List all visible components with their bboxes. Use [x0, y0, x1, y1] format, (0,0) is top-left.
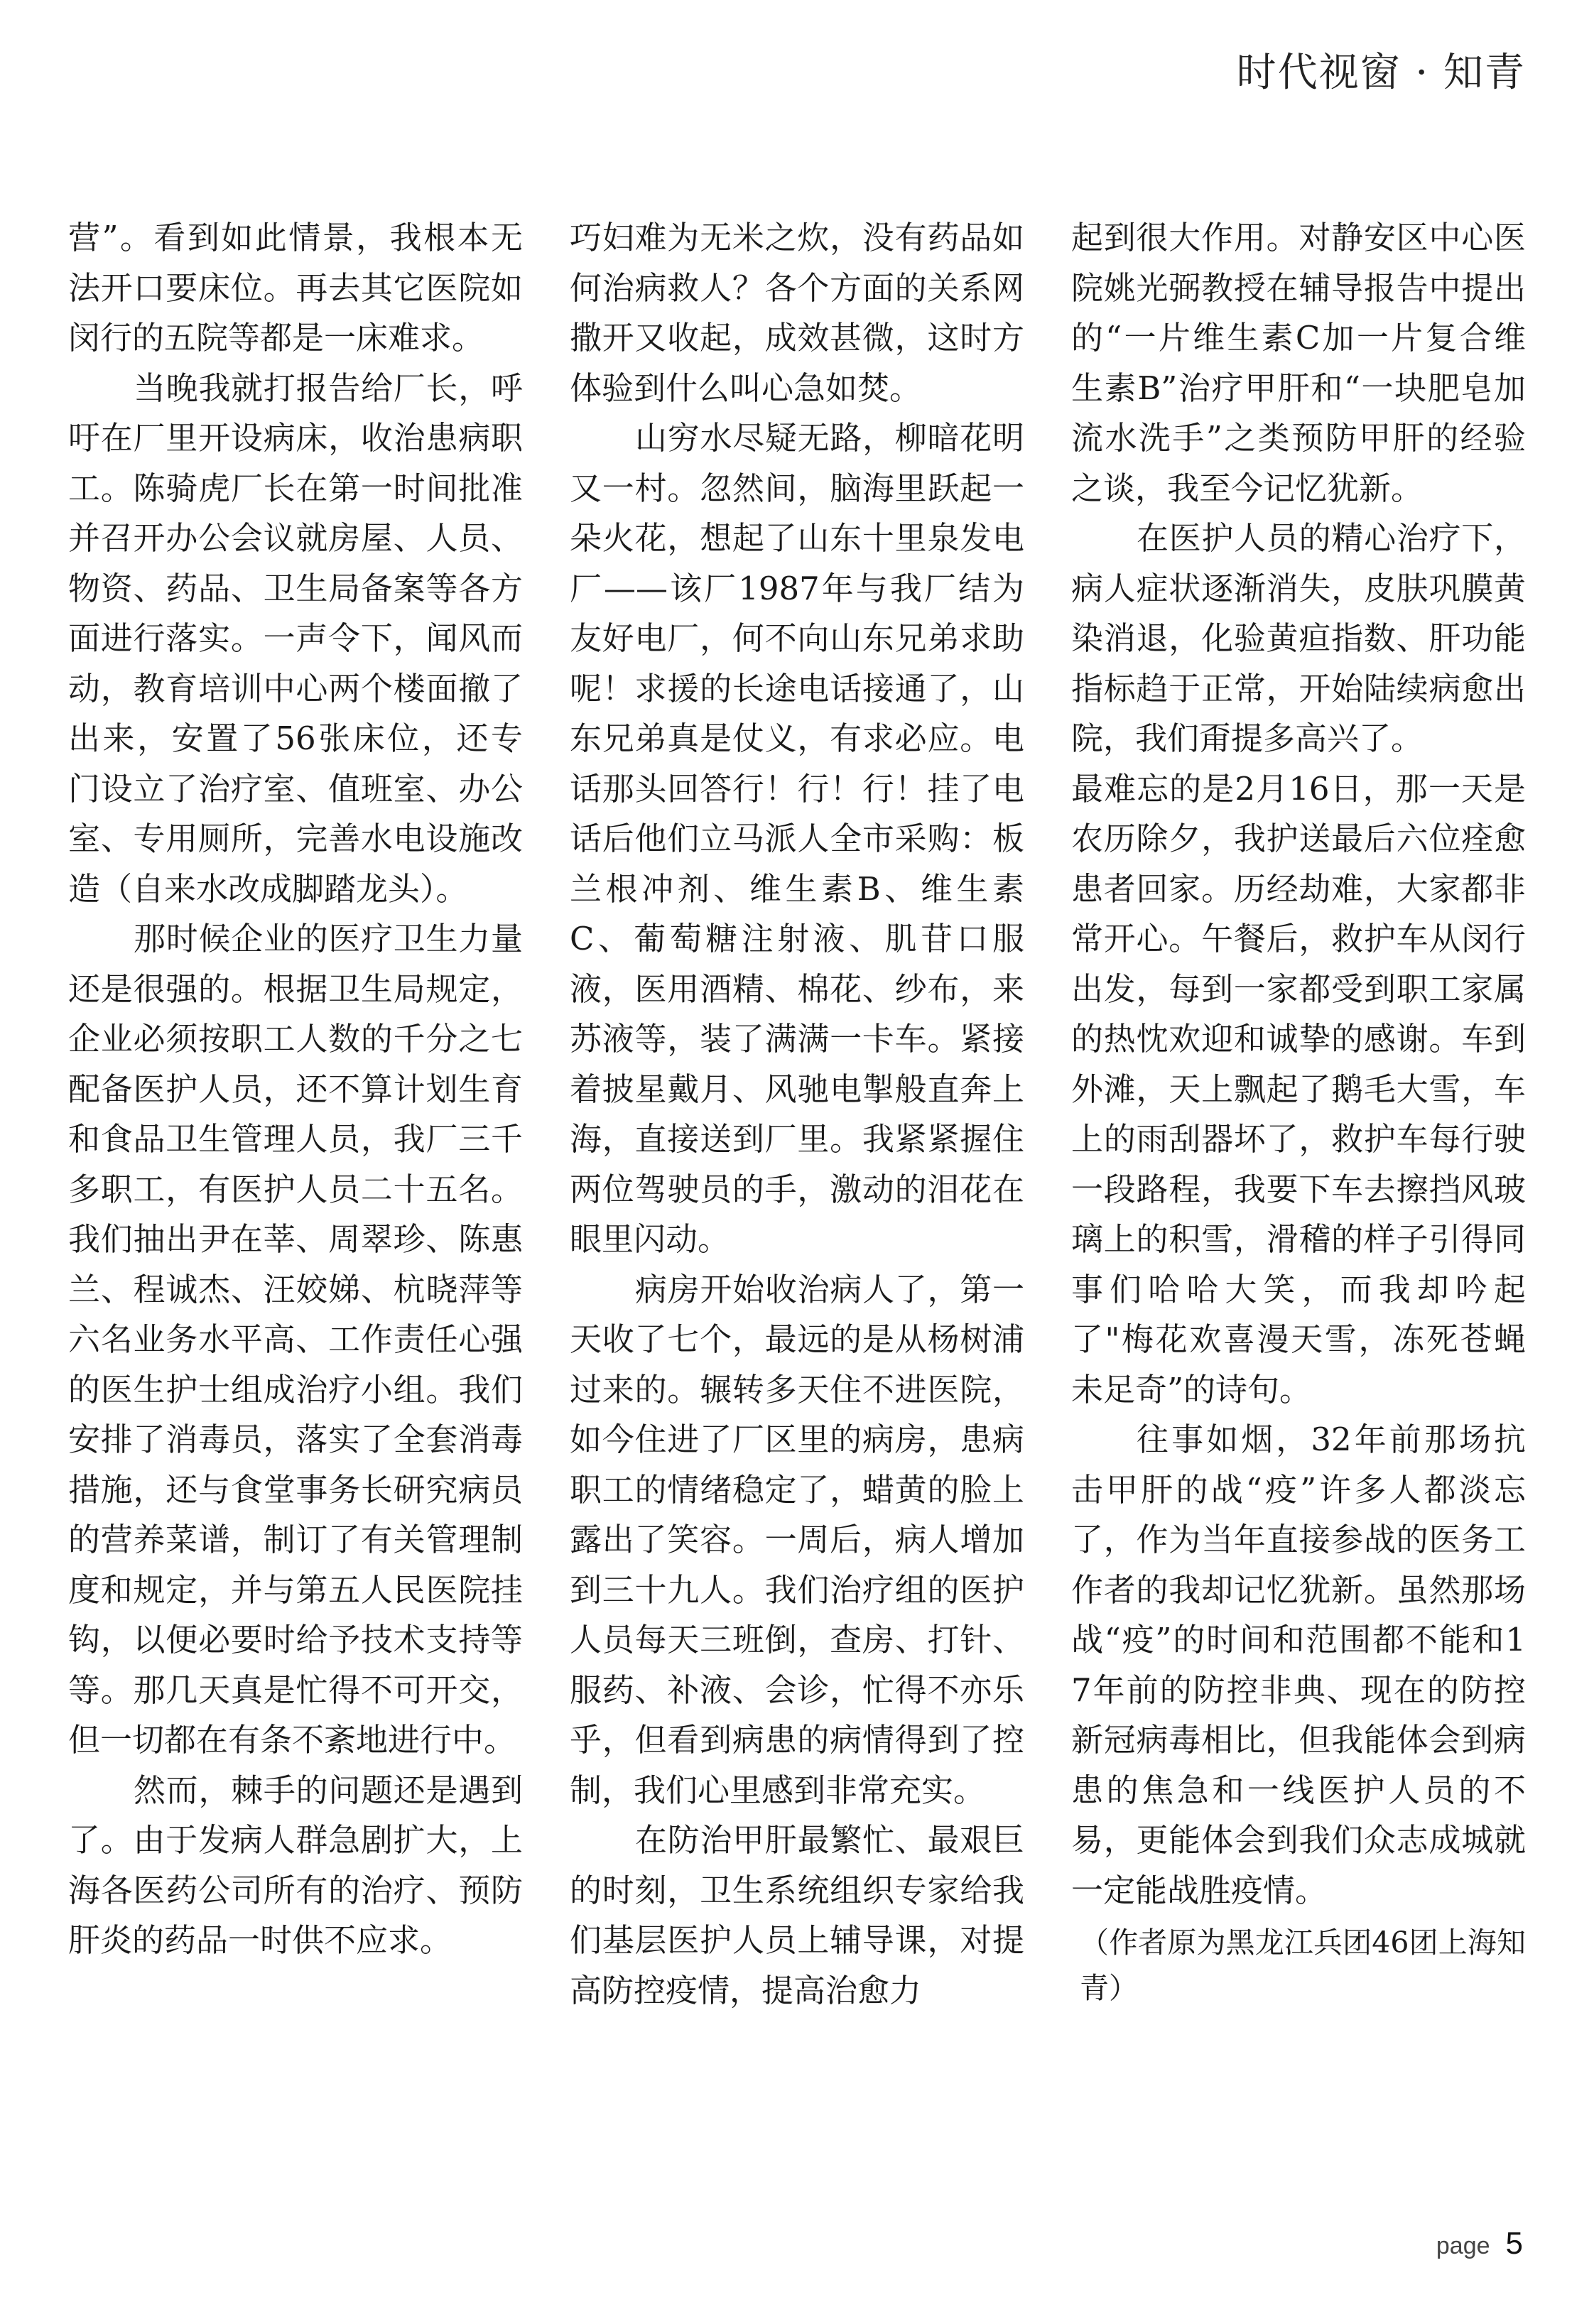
paragraph: 巧妇难为无米之炊，没有药品如何治病救人？各个方面的关系网撒开又收起，成效甚微，这时方体验到什么叫心急如焚。: [570, 219, 1024, 407]
page-label: page: [1436, 2232, 1490, 2259]
paragraph: 在防治甲肝最繁忙、最艰巨的时刻，卫生系统组织专家给我们基层医护人员上辅导课，对提高防控疫情，提高治愈力: [570, 1821, 1024, 2009]
article-body: [68, 213, 1526, 2117]
paragraph: 往事如烟，32年前那场抗击甲肝的战“疫”许多人都淡忘了，作为当年直接参战的医务工作者的我却记忆犹新。虽然那场战“疫”的时间和范围都不能和17年前的防控非典、现在的防控新冠病毒相比，但我能体会到病患的焦急和一线医护人员的不易，更能体会到我们众志成城就一定能战胜疫情。: [1071, 1421, 1526, 1909]
paragraph: 最难忘的是2月16日，那一天是农历除夕，我护送最后六位痊愈患者回家。历经劫难，大家都非常开心。午餐后，救护车从闵行出发，每到一家都受到职工家属的热忱欢迎和诚挚的感谢。车到外滩，天上飘起了鹅毛大雪，车上的雨刮器坏了，救护车每行驶一段路程，我要下车去擦挡风玻璃上的积雪，滑稽的样子引得同事们哈哈大笑，而我却吟起了"梅花欢喜漫天雪，冻死苍蝇未足奇”的诗句。: [1071, 769, 1526, 1408]
page-number: 5: [1505, 2226, 1523, 2261]
paragraph: 在医护人员的精心治疗下，病人症状逐渐消失，皮肤巩膜黄染消退，化验黄疸指数、肝功能指标趋于正常，开始陆续病愈出院，我们甭提多高兴了。: [1071, 519, 1526, 757]
column-1: [68, 213, 523, 2117]
paragraph: 当晚我就打报告给厂长，呼吁在厂里开设病床，收治患病职工。陈骑虎厂长在第一时间批准并召开办公会议就房屋、人员、物资、药品、卫生局备案等各方面进行落实。一声令下，闻风而动，教育培训中心两个楼面撤了出来，安置了56张床位，还专门设立了治疗室、值班室、办公室、专用厕所，完善水电设施改造（自来水改成脚踏龙头）。: [68, 369, 523, 908]
column-2: [570, 213, 1024, 2117]
magazine-section-header: 时代视窗 · 知青: [1236, 50, 1526, 96]
column-3: [1071, 213, 1526, 2117]
paragraph: 山穷水尽疑无路，柳暗花明又一村。忽然间，脑海里跃起一朵火花，想起了山东十里泉发电厂——该厂1987年与我厂结为友好电厂，何不向山东兄弟求助呢！求援的长途电话接通了，山东兄弟真是仗义，有求必应。电话那头回答行！行！行！挂了电话后他们立马派人全市采购：板兰根冲剂、维生素B、维生素C、葡萄糖注射液、肌苷口服液，医用酒精、棉花、纱布，来苏液等，装了满满一卡车。紧接着披星戴月、风驰电掣般直奔上海，直接送到厂里。我紧紧握住两位驾驶员的手，激动的泪花在眼里闪动。: [570, 419, 1024, 1258]
paragraph: 营”。看到如此情景，我根本无法开口要床位。再去其它医院如闵行的五院等都是一床难求。: [68, 219, 523, 357]
paragraph: 然而，棘手的问题还是遇到了。由于发病人群急剧扩大，上海各医药公司所有的治疗、预防肝炎的药品一时供不应求。: [68, 1771, 523, 1959]
paragraph: 病房开始收治病人了，第一天收了七个，最远的是从杨树浦过来的。辗转多天住不进医院，如今住进了厂区里的病房，患病职工的情绪稳定了，蜡黄的脸上露出了笑容。一周后，病人增加到三十九人。我们治疗组的医护人员每天三班倒，查房、打针、服药、补液、会诊，忙得不亦乐乎，但看到病患的病情得到了控制，我们心里感到非常充实。: [570, 1270, 1024, 1809]
page-footer: [1436, 2226, 1523, 2261]
paragraph: 起到很大作用。对静安区中心医院姚光弼教授在辅导报告中提出的“一片维生素C加一片复合维生素B”治疗甲肝和“一块肥皂加流水洗手”之类预防甲肝的经验之谈，我至今记忆犹新。: [1071, 219, 1526, 507]
paragraph: 那时候企业的医疗卫生力量还是很强的。根据卫生局规定，企业必须按职工人数的千分之七配备医护人员，还不算计划生育和食品卫生管理人员，我厂三千多职工，有医护人员二十五名。我们抽出尹在莘、周翠珍、陈惠兰、程诚杰、汪姣娣、杭晓萍等六名业务水平高、工作责任心强的医生护士组成治疗小组。我们安排了消毒员，落实了全套消毒措施，还与食堂事务长研究病员的营养菜谱，制订了有关管理制度和规定，并与第五人民医院挂钩，以便必要时给予技术支持等等。那几天真是忙得不可开交，但一切都在有条不紊地进行中。: [68, 920, 523, 1759]
author-note: （作者原为黑龙江兵团46团上海知青）: [1080, 1926, 1526, 2005]
